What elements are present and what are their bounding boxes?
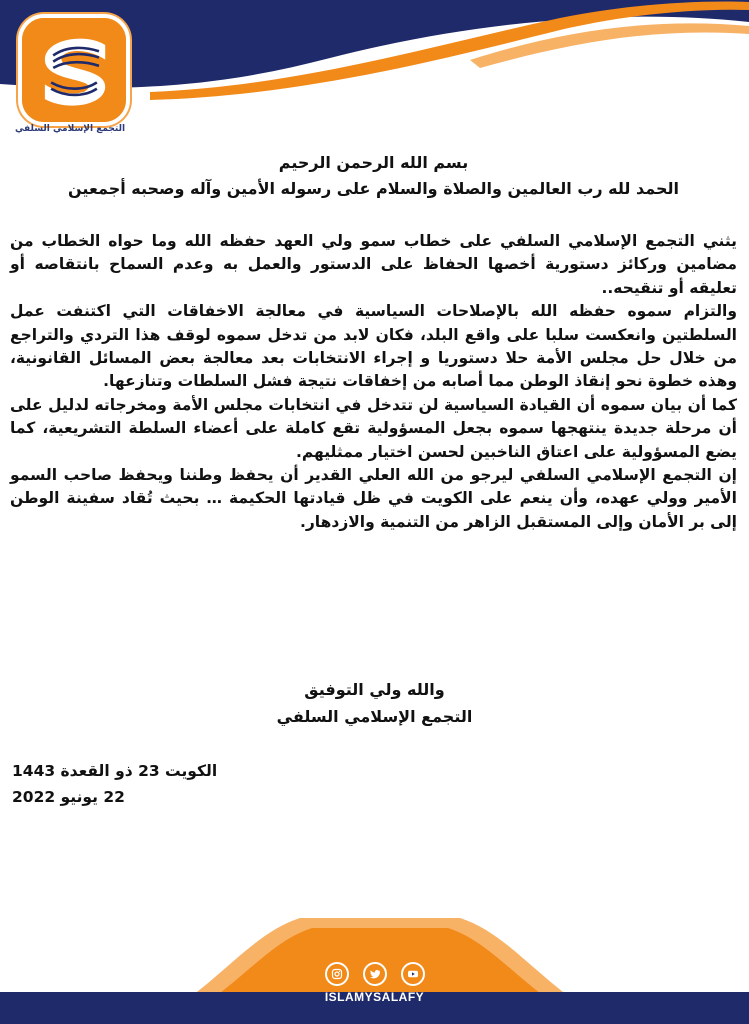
opening-praise: الحمد لله رب العالمين والصلاة والسلام على رسوله الأمين وآله وصحبه أجمعين bbox=[68, 179, 679, 198]
date-gregorian: 22 يونيو 2022 bbox=[12, 788, 125, 806]
paragraph-3: كما أن بيان سموه أن القيادة السياسية لن تتدخل في انتخابات مجلس الأمة ومخرجاته لدليل على أن مرحلة جديدة ينتهجها سموه بجعل المسؤولية تقع كاملة على أعضاء السلطة التشريعية، كما يضع المسؤولية على اعتاق الناخبين لحسن اختيار ممثليهم. bbox=[10, 395, 737, 461]
paragraph-2: والتزام سموه حفظه الله بالإصلاحات السياسية في معالجة الاخفاقات التي اكتنفت عمل السلطتين وانعكست سلبا على واقع البلد، فكان لابد من تدخل سموه لوقف هذا التردي والتراجع من خلال حل مجلس الأمة حلا دستوريا و إجراء الانتخابات بعد معالجة بعض المسائل القانونية، وهذه خطوة نحو إنقاذ الوطن مما أصابه من إخفاقات نتيجة فشل السلطات وتنازعها. bbox=[10, 302, 737, 391]
basmala: بسم الله الرحمن الرحيم bbox=[278, 153, 469, 172]
logo bbox=[10, 14, 130, 144]
logo-caption: التجمع الإسلامي السلفي bbox=[14, 124, 126, 134]
paragraph-1: يثني التجمع الإسلامي السلفي على خطاب سمو ولي العهد حفظه الله وما حواه الخطاب من مضامين وركائز دستورية أخصها الحفاظ على الدستور والعمل به وعدم السماح بانتقاصه أو تعليقه أو تنقيحه.. bbox=[10, 232, 737, 297]
instagram-icon[interactable] bbox=[325, 962, 349, 986]
twitter-icon[interactable] bbox=[363, 962, 387, 986]
youtube-icon[interactable] bbox=[401, 962, 425, 986]
date-hijri: الكويت 23 ذو القعدة 1443 bbox=[12, 762, 218, 780]
date-block bbox=[12, 758, 217, 810]
closing-line: والله ولي التوفيق bbox=[304, 680, 445, 699]
letter-body bbox=[10, 150, 737, 534]
closing-block bbox=[0, 676, 749, 730]
paragraph-4: إن التجمع الإسلامي السلفي ليرجو من الله العلي القدير أن يحفظ وطننا ويحفظ صاحب السمو الأمير وولي عهده، وأن ينعم على الكويت في ظل قيادتها الحكيمة … بحيث تُقاد سفينة الوطن إلى بر الأمان وإلى المستقبل الزاهر من التنمية والازدهار. bbox=[10, 466, 737, 531]
social-handle[interactable]: ISLAMYSALAFY bbox=[324, 990, 425, 1004]
ribbon-s-logo-icon bbox=[18, 14, 130, 126]
signature: التجمع الإسلامي السلفي bbox=[276, 707, 473, 726]
social-footer bbox=[0, 962, 749, 1004]
